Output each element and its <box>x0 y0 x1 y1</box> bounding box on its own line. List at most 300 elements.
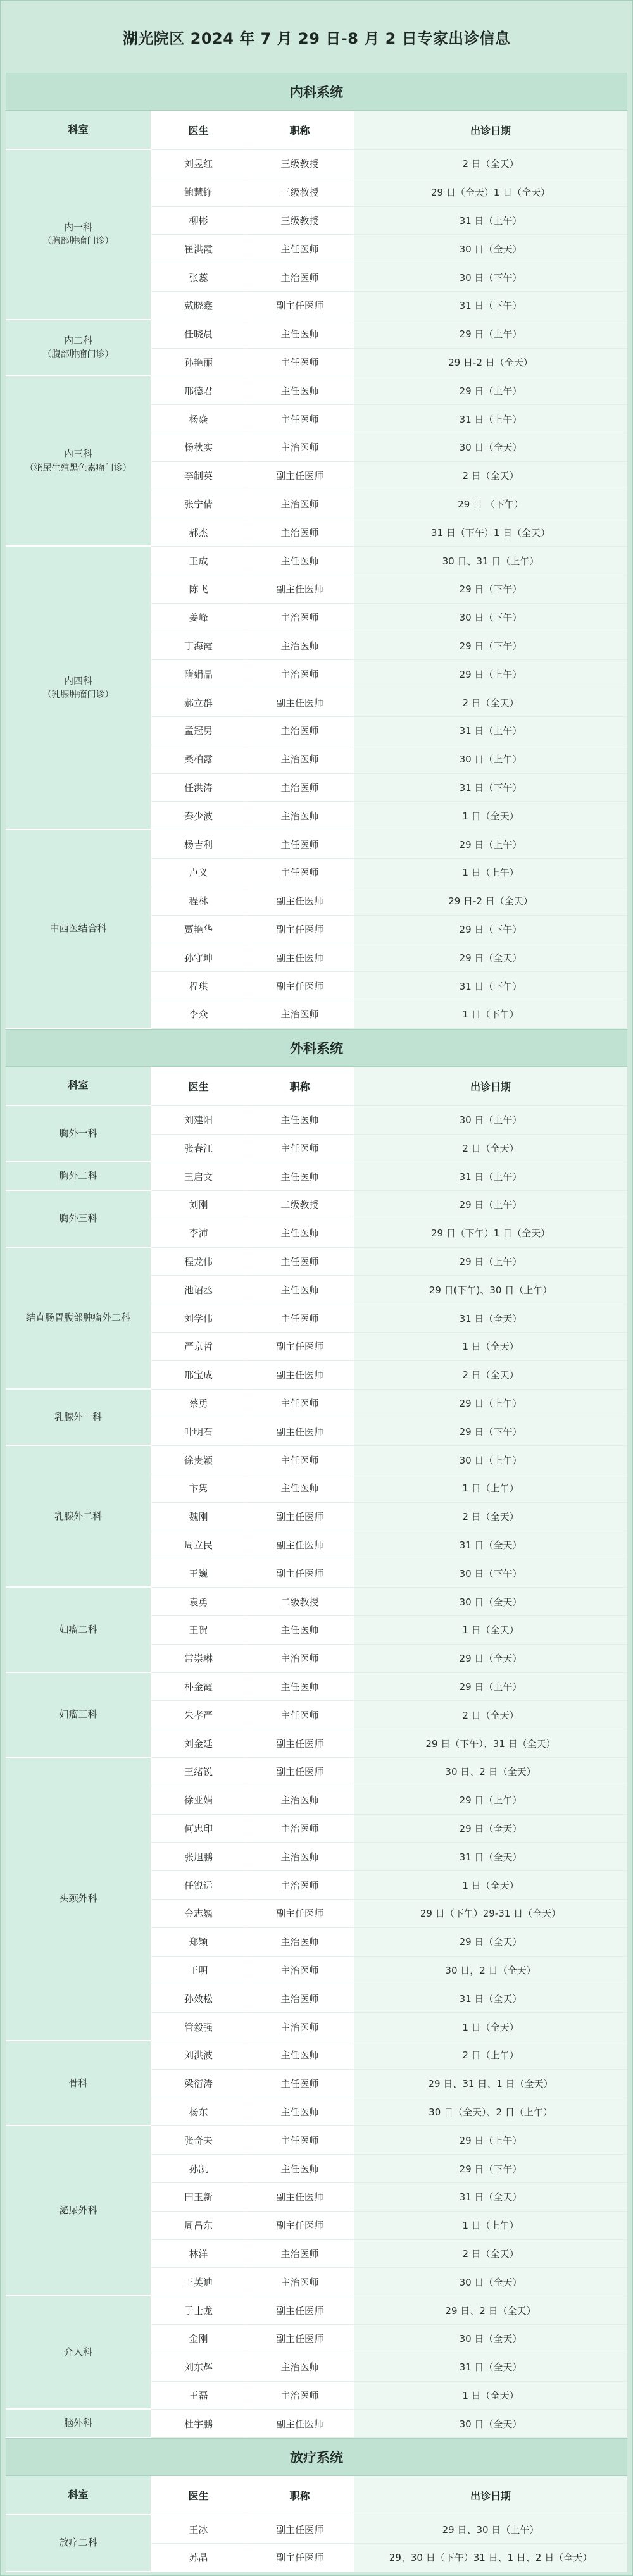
visit-date: 30 日（上午） <box>354 1446 627 1474</box>
doctor-name: 叶明石 <box>151 1417 246 1446</box>
doctor-title: 副主任医师 <box>246 1531 354 1560</box>
visit-date: 30 日（下午） <box>354 1559 627 1588</box>
doctor-title: 主任医师 <box>246 830 354 859</box>
department-name: 介入科 <box>63 2346 92 2358</box>
doctor-title: 主治医师 <box>246 518 354 547</box>
doctor-title: 副主任医师 <box>246 2212 354 2240</box>
department-cell <box>6 2126 151 2296</box>
visit-date: 2 日（全天） <box>354 688 627 717</box>
department-cell <box>6 150 151 320</box>
visit-date: 29 日（上午） <box>354 376 627 405</box>
department-name: 内四科 <box>63 675 92 687</box>
doctor-name: 何忠印 <box>151 1815 246 1843</box>
doctor-name: 王明 <box>151 1957 246 1985</box>
doctor-name: 王冰 <box>151 2515 246 2544</box>
doctor-name: 刘刚 <box>151 1191 246 1219</box>
section-header: 内科系统 <box>6 73 627 111</box>
visit-date: 1 日（上午） <box>354 2212 627 2240</box>
visit-date: 29 日（全天） <box>354 1815 627 1843</box>
doctor-name: 张奇夫 <box>151 2126 246 2155</box>
visit-date: 29 日（下午） <box>354 2155 627 2183</box>
doctor-name: 孙艳丽 <box>151 349 246 377</box>
doctor-title: 主治医师 <box>246 717 354 745</box>
visit-date: 29 日（上午） <box>354 2126 627 2155</box>
department-cell <box>6 1588 151 1672</box>
department-cell <box>6 1758 151 2041</box>
doctor-name: 徐亚娟 <box>151 1786 246 1815</box>
doctor-name: 刘建阳 <box>151 1106 246 1135</box>
doctor-title: 主治医师 <box>246 1871 354 1900</box>
doctor-name: 蔡勇 <box>151 1390 246 1418</box>
column-header-dept: 科室 <box>6 111 151 150</box>
department-clinic-note: （乳腺肿瘤门诊） <box>42 689 114 700</box>
doctor-name: 贾艳华 <box>151 916 246 944</box>
column-header-title: 职称 <box>246 1067 354 1106</box>
doctor-name: 梁衍涛 <box>151 2070 246 2098</box>
doctor-name: 田玉新 <box>151 2183 246 2212</box>
visit-date: 29 日（下午） <box>354 575 627 604</box>
doctor-title: 主任医师 <box>246 1673 354 1702</box>
visit-date: 1 日（上午） <box>354 859 627 887</box>
department-name: 妇瘤二科 <box>59 1623 97 1635</box>
doctor-name: 任晓晨 <box>151 320 246 349</box>
visit-date: 30 日（下午） <box>354 263 627 292</box>
department-name: 胸外二科 <box>59 1170 97 1182</box>
doctor-name: 苏晶 <box>151 2544 246 2572</box>
column-header-date: 出诊日期 <box>354 1067 627 1106</box>
doctor-title: 主治医师 <box>246 802 354 830</box>
doctor-title: 三级教授 <box>246 178 354 207</box>
visit-date: 1 日（全天） <box>354 2013 627 2041</box>
visit-date: 30 日（全天） <box>354 1588 627 1616</box>
doctor-title: 主治医师 <box>246 745 354 774</box>
doctor-name: 杨东 <box>151 2098 246 2127</box>
column-header-doctor: 医生 <box>151 1067 246 1106</box>
doctor-title: 副主任医师 <box>246 2296 354 2325</box>
doctor-name: 王巍 <box>151 1559 246 1588</box>
column-header-date: 出诊日期 <box>354 2476 627 2515</box>
doctor-title: 主任医师 <box>246 1616 354 1645</box>
doctor-title: 副主任医师 <box>246 1900 354 1928</box>
doctor-name: 桑柏露 <box>151 745 246 774</box>
doctor-name: 王成 <box>151 547 246 575</box>
visit-date: 1 日（上午） <box>354 1474 627 1503</box>
doctor-title: 副主任医师 <box>246 2544 354 2572</box>
visit-date: 29 日（全天）1 日（全天） <box>354 178 627 207</box>
doctor-name: 张春江 <box>151 1135 246 1163</box>
department-cell <box>6 1162 151 1191</box>
doctor-title: 主任医师 <box>246 376 354 405</box>
visit-date: 29 日（全天） <box>354 1645 627 1673</box>
doctor-name: 陈飞 <box>151 575 246 604</box>
visit-date: 2 日（全天） <box>354 1135 627 1163</box>
doctor-title: 主治医师 <box>246 604 354 632</box>
department-cell <box>6 1106 151 1163</box>
doctor-title: 主任医师 <box>246 547 354 575</box>
schedule-table <box>6 150 627 1029</box>
doctor-title: 副主任医师 <box>246 916 354 944</box>
doctor-title: 主治医师 <box>246 2013 354 2041</box>
doctor-title: 主治医师 <box>246 1843 354 1871</box>
doctor-title: 副主任医师 <box>246 688 354 717</box>
doctor-name: 王贺 <box>151 1616 246 1645</box>
column-header-dept: 科室 <box>6 1067 151 1106</box>
doctor-name: 卞隽 <box>151 1474 246 1503</box>
doctor-title: 主治医师 <box>246 632 354 661</box>
doctor-title: 主治医师 <box>246 2382 354 2410</box>
department-name: 放疗二科 <box>59 2537 97 2549</box>
doctor-title: 副主任医师 <box>246 2325 354 2353</box>
doctor-name: 卢义 <box>151 859 246 887</box>
visit-date: 31 日（全天） <box>354 1304 627 1333</box>
visit-date: 30 日（上午） <box>354 745 627 774</box>
visit-date: 31 日（下午） <box>354 972 627 1000</box>
doctor-name: 姜峰 <box>151 604 246 632</box>
visit-date: 29 日-2 日（全天） <box>354 887 627 916</box>
doctor-name: 张蕊 <box>151 263 246 292</box>
doctor-title: 主治医师 <box>246 1984 354 2013</box>
column-header-row <box>6 111 627 150</box>
department-cell <box>6 2041 151 2126</box>
department-cell <box>6 1390 151 1447</box>
visit-date: 30 日（全天） <box>354 2410 627 2438</box>
department-name: 内二科 <box>63 335 92 347</box>
visit-date: 31 日（上午） <box>354 1162 627 1191</box>
visit-date: 31 日（全天） <box>354 1531 627 1560</box>
doctor-title: 主治医师 <box>246 660 354 688</box>
doctor-title: 副主任医师 <box>246 972 354 1000</box>
department-name: 乳腺外二科 <box>54 1510 102 1522</box>
department-cell <box>6 1446 151 1588</box>
doctor-title: 副主任医师 <box>246 2410 354 2438</box>
visit-date: 31 日（下午）1 日（全天） <box>354 518 627 547</box>
column-header-doctor: 医生 <box>151 111 246 150</box>
doctor-title: 主治医师 <box>246 774 354 802</box>
visit-date: 30 日（下午） <box>354 604 627 632</box>
visit-date: 31 日（上午） <box>354 207 627 235</box>
doctor-title: 主治医师 <box>246 1815 354 1843</box>
department-cell <box>6 1191 151 1248</box>
visit-date: 30 日（全天） <box>354 235 627 263</box>
doctor-title: 主任医师 <box>246 2070 354 2098</box>
visit-date: 1 日（全天） <box>354 1333 627 1361</box>
visit-date: 1 日（全天） <box>354 2382 627 2410</box>
visit-date: 31 日（全天） <box>354 1843 627 1871</box>
page-title: 湖光院区 2024 年 7 月 29 日-8 月 2 日专家出诊信息 <box>122 29 511 47</box>
doctor-name: 魏刚 <box>151 1503 246 1531</box>
doctor-title: 二级教授 <box>246 1588 354 1616</box>
doctor-name: 邢德君 <box>151 376 246 405</box>
sections-container <box>6 73 627 2572</box>
doctor-title: 主任医师 <box>246 1446 354 1474</box>
doctor-title: 主任医师 <box>246 1162 354 1191</box>
doctor-title: 副主任医师 <box>246 887 354 916</box>
doctor-title: 副主任医师 <box>246 1559 354 1588</box>
doctor-title: 副主任医师 <box>246 1333 354 1361</box>
doctor-name: 管毅强 <box>151 2013 246 2041</box>
visit-date: 2 日（上午） <box>354 2041 627 2070</box>
visit-date: 29 日、2 日（全天） <box>354 2296 627 2325</box>
doctor-title: 主任医师 <box>246 1248 354 1276</box>
doctor-title: 主任医师 <box>246 1135 354 1163</box>
column-header-row <box>6 1067 627 1106</box>
department-name: 内三科 <box>63 448 92 460</box>
department-cell <box>6 547 151 830</box>
doctor-title: 主治医师 <box>246 1000 354 1029</box>
column-header-dept: 科室 <box>6 2476 151 2515</box>
department-clinic-note: （泌尿生殖黑色素瘤门诊） <box>25 463 132 473</box>
visit-date: 29 日 （下午） <box>354 490 627 519</box>
section-header: 放疗系统 <box>6 2438 627 2476</box>
doctor-title: 副主任医师 <box>246 292 354 320</box>
doctor-name: 郝杰 <box>151 518 246 547</box>
doctor-name: 杜宇鹏 <box>151 2410 246 2438</box>
visit-date: 30 日（全天） <box>354 433 627 462</box>
doctor-name: 丁海霞 <box>151 632 246 661</box>
doctor-name: 刘昱红 <box>151 150 246 178</box>
visit-date: 2 日（全天） <box>354 462 627 490</box>
doctor-name: 于士龙 <box>151 2296 246 2325</box>
doctor-name: 孙凯 <box>151 2155 246 2183</box>
doctor-name: 程龙伟 <box>151 1248 246 1276</box>
visit-date: 29 日（下午）、31 日（全天） <box>354 1729 627 1758</box>
visit-date: 29 日（全天） <box>354 943 627 972</box>
doctor-name: 邢宝成 <box>151 1361 246 1390</box>
visit-date: 29 日（下午） <box>354 916 627 944</box>
doctor-name: 王磊 <box>151 2382 246 2410</box>
visit-date: 29 日、30 日（上午） <box>354 2515 627 2544</box>
visit-date: 29 日（上午） <box>354 830 627 859</box>
doctor-title: 副主任医师 <box>246 1758 354 1786</box>
column-header-title: 职称 <box>246 2476 354 2515</box>
visit-date: 30 日（上午） <box>354 1106 627 1135</box>
column-header-title: 职称 <box>246 111 354 150</box>
visit-date: 31 日（下午） <box>354 774 627 802</box>
doctor-title: 主任医师 <box>246 1701 354 1729</box>
doctor-name: 张宁倩 <box>151 490 246 519</box>
doctor-title: 主治医师 <box>246 263 354 292</box>
doctor-name: 鲍慧铮 <box>151 178 246 207</box>
doctor-name: 任洪涛 <box>151 774 246 802</box>
column-header-date: 出诊日期 <box>354 111 627 150</box>
section-header: 外科系统 <box>6 1029 627 1067</box>
department-clinic-note: （胸部肿瘤门诊） <box>42 236 114 247</box>
doctor-title: 副主任医师 <box>246 2515 354 2544</box>
visit-date: 29 日（上午） <box>354 660 627 688</box>
visit-date: 31 日（全天） <box>354 1984 627 2013</box>
doctor-title: 主任医师 <box>246 1106 354 1135</box>
doctor-title: 主任医师 <box>246 1276 354 1304</box>
visit-date: 29 日（下午）29-31 日（全天） <box>354 1900 627 1928</box>
visit-date: 31 日（上午） <box>354 405 627 433</box>
doctor-name: 张旭鹏 <box>151 1843 246 1871</box>
doctor-title: 主任医师 <box>246 2155 354 2183</box>
doctor-title: 副主任医师 <box>246 575 354 604</box>
department-cell <box>6 1673 151 1758</box>
department-cell <box>6 376 151 547</box>
visit-date: 1 日（下午） <box>354 1000 627 1029</box>
department-name: 胸外三科 <box>59 1212 97 1224</box>
doctor-name: 周昌东 <box>151 2212 246 2240</box>
schedule-section <box>6 73 627 1029</box>
department-cell <box>6 2515 151 2572</box>
doctor-name: 杨焱 <box>151 405 246 433</box>
visit-date: 29 日（下午） <box>354 1417 627 1446</box>
doctor-name: 郝立群 <box>151 688 246 717</box>
visit-date: 30 日、31 日（上午） <box>354 547 627 575</box>
visit-date: 29 日（上午） <box>354 1673 627 1702</box>
doctor-title: 主治医师 <box>246 1957 354 1985</box>
doctor-name: 金刚 <box>151 2325 246 2353</box>
doctor-title: 主任医师 <box>246 1304 354 1333</box>
doctor-name: 常崇琳 <box>151 1645 246 1673</box>
doctor-name: 李沛 <box>151 1219 246 1248</box>
visit-date: 29 日（上午） <box>354 1191 627 1219</box>
visit-date: 29 日（上午） <box>354 320 627 349</box>
doctor-name: 刘洪波 <box>151 2041 246 2070</box>
doctor-title: 主任医师 <box>246 1474 354 1503</box>
doctor-title: 主治医师 <box>246 433 354 462</box>
doctor-title: 三级教授 <box>246 207 354 235</box>
visit-date: 29 日（上午） <box>354 1390 627 1418</box>
visit-date: 31 日（全天） <box>354 2353 627 2382</box>
doctor-title: 主治医师 <box>246 490 354 519</box>
doctor-title: 主治医师 <box>246 2353 354 2382</box>
department-name: 胸外一科 <box>59 1127 97 1139</box>
doctor-title: 主治医师 <box>246 1928 354 1957</box>
doctor-name: 程琪 <box>151 972 246 1000</box>
doctor-name: 秦少波 <box>151 802 246 830</box>
visit-date: 29 日(下午)、30 日（上午） <box>354 1276 627 1304</box>
doctor-title: 主任医师 <box>246 235 354 263</box>
doctor-name: 李众 <box>151 1000 246 1029</box>
doctor-name: 朴金霞 <box>151 1673 246 1702</box>
department-name: 妇瘤三科 <box>59 1708 97 1720</box>
department-name: 乳腺外一科 <box>54 1410 102 1422</box>
doctor-title: 主任医师 <box>246 2098 354 2127</box>
visit-date: 31 日（下午） <box>354 292 627 320</box>
doctor-name: 王启文 <box>151 1162 246 1191</box>
department-cell <box>6 1248 151 1390</box>
doctor-name: 金志巍 <box>151 1900 246 1928</box>
visit-date: 1 日（全天） <box>354 1616 627 1645</box>
visit-date: 29 日（上午） <box>354 1248 627 1276</box>
column-header-row <box>6 2476 627 2515</box>
doctor-name: 徐贵颖 <box>151 1446 246 1474</box>
doctor-title: 主任医师 <box>246 2041 354 2070</box>
department-name: 骨科 <box>68 2077 88 2089</box>
visit-date: 30 日，2 日（全天） <box>354 1957 627 1985</box>
doctor-name: 袁勇 <box>151 1588 246 1616</box>
visit-date: 2 日（全天） <box>354 2240 627 2268</box>
doctor-title: 副主任医师 <box>246 943 354 972</box>
doctor-title: 主治医师 <box>246 2268 354 2296</box>
visit-date: 29、30 日（下午）31 日、1 日、2 日（全天） <box>354 2544 627 2572</box>
doctor-name: 隋娟晶 <box>151 660 246 688</box>
doctor-title: 副主任医师 <box>246 1417 354 1446</box>
doctor-name: 郑颖 <box>151 1928 246 1957</box>
doctor-title: 主任医师 <box>246 859 354 887</box>
doctor-name: 林洋 <box>151 2240 246 2268</box>
department-name: 内一科 <box>63 221 92 233</box>
doctor-title: 副主任医师 <box>246 1729 354 1758</box>
doctor-name: 周立民 <box>151 1531 246 1560</box>
doctor-title: 主治医师 <box>246 2240 354 2268</box>
visit-date: 29 日（上午） <box>354 1786 627 1815</box>
doctor-name: 杨秋实 <box>151 433 246 462</box>
department-name: 结直肠胃腹部肿瘤外二科 <box>25 1312 130 1324</box>
doctor-name: 孟冠男 <box>151 717 246 745</box>
visit-date: 1 日（全天） <box>354 1871 627 1900</box>
doctor-title: 三级教授 <box>246 150 354 178</box>
visit-date: 1 日（全天） <box>354 802 627 830</box>
doctor-title: 副主任医师 <box>246 1361 354 1390</box>
doctor-name: 崔洪霞 <box>151 235 246 263</box>
doctor-name: 刘学伟 <box>151 1304 246 1333</box>
doctor-title: 主任医师 <box>246 1390 354 1418</box>
visit-date: 2 日（全天） <box>354 1503 627 1531</box>
doctor-title: 主任医师 <box>246 349 354 377</box>
department-clinic-note: （腹部肿瘤门诊） <box>42 349 114 360</box>
doctor-name: 李制英 <box>151 462 246 490</box>
department-name: 中西医结合科 <box>49 923 107 935</box>
visit-date: 30 日（全天） <box>354 2325 627 2353</box>
doctor-name: 王绪锐 <box>151 1758 246 1786</box>
doctor-name: 柳彬 <box>151 207 246 235</box>
department-name: 头颈外科 <box>59 1893 97 1905</box>
doctor-name: 朱孝严 <box>151 1701 246 1729</box>
department-name: 泌尿外科 <box>59 2205 97 2217</box>
visit-date: 30 日、2 日（全天） <box>354 1758 627 1786</box>
visit-date: 29 日（下午）1 日（全天） <box>354 1219 627 1248</box>
department-cell <box>6 830 151 1029</box>
doctor-title: 主任医师 <box>246 320 354 349</box>
doctor-title: 主治医师 <box>246 1786 354 1815</box>
visit-date: 29 日（下午） <box>354 632 627 661</box>
department-cell <box>6 320 151 377</box>
visit-date: 31 日（全天） <box>354 2183 627 2212</box>
visit-date: 29 日、31 日、1 日（全天） <box>354 2070 627 2098</box>
doctor-title: 主任医师 <box>246 1219 354 1248</box>
doctor-name: 孙守坤 <box>151 943 246 972</box>
visit-date: 31 日（上午） <box>354 717 627 745</box>
department-name: 脑外科 <box>63 2417 92 2429</box>
doctor-name: 刘金廷 <box>151 1729 246 1758</box>
doctor-title: 副主任医师 <box>246 2183 354 2212</box>
doctor-title: 主治医师 <box>246 1645 354 1673</box>
visit-date: 29 日（全天） <box>354 1928 627 1957</box>
schedule-table <box>6 2515 627 2572</box>
doctor-name: 戴晓鑫 <box>151 292 246 320</box>
doctor-name: 王英迪 <box>151 2268 246 2296</box>
doctor-name: 池诏丞 <box>151 1276 246 1304</box>
schedule-table <box>6 1106 627 2438</box>
visit-date: 29 日-2 日（全天） <box>354 349 627 377</box>
schedule-section <box>6 2438 627 2572</box>
schedule-section <box>6 1029 627 2438</box>
department-cell <box>6 2296 151 2410</box>
visit-date: 2 日（全天） <box>354 1701 627 1729</box>
doctor-name: 严京哲 <box>151 1333 246 1361</box>
doctor-title: 二级教授 <box>246 1191 354 1219</box>
doctor-title: 副主任医师 <box>246 462 354 490</box>
doctor-name: 孙效松 <box>151 1984 246 2013</box>
visit-date: 30 日（全天） <box>354 2268 627 2296</box>
doctor-title: 主任医师 <box>246 2126 354 2155</box>
visit-date: 30 日（全天）、2 日（上午） <box>354 2098 627 2127</box>
visit-date: 2 日（全天） <box>354 150 627 178</box>
department-cell <box>6 2410 151 2438</box>
